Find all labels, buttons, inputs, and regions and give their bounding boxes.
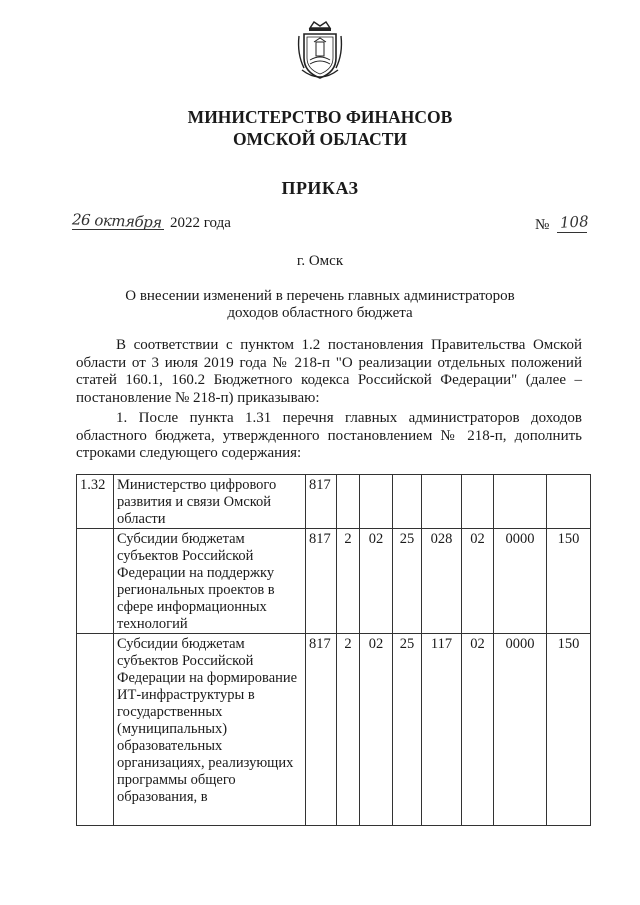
clause-1-line-3: строками следующего содержания:	[76, 445, 302, 461]
handwritten-number: 108	[559, 212, 590, 232]
code-cell: 02	[360, 529, 393, 634]
code-cell: 150	[547, 529, 591, 634]
date-underline	[72, 229, 164, 230]
number-sign: №	[535, 217, 550, 233]
coat-of-arms-emblem	[296, 20, 344, 82]
row-number-cell: 1.32	[77, 475, 114, 529]
code-cell: 2	[337, 529, 360, 634]
code-cell	[422, 475, 462, 529]
preamble-paragraph	[76, 337, 582, 407]
code-cell: 0000	[494, 529, 547, 634]
row-name-cell: Субсидии бюджетам субъектов Российской Федерации на поддержку региональных проектов в сфере информационных технологий	[114, 529, 306, 634]
code-cell	[393, 475, 422, 529]
row-number-cell	[77, 634, 114, 826]
handwritten-date: 26 октября	[71, 210, 162, 232]
preamble-line-2: области от 3 июля 2019 года № 218-п "О реализации отдельных положений	[76, 354, 582, 371]
code-cell	[337, 475, 360, 529]
subject-line-2: доходов областного бюджета	[227, 305, 413, 321]
code-cell: 02	[462, 634, 494, 826]
code-cell: 2	[337, 634, 360, 826]
document-type-title: ПРИКАЗ	[281, 178, 359, 198]
code-cell: 150	[547, 634, 591, 826]
code-cell: 117	[422, 634, 462, 826]
order-subject	[0, 288, 640, 322]
table-row	[77, 475, 591, 529]
table-row	[77, 634, 591, 826]
row-number-cell	[77, 529, 114, 634]
clause-1-paragraph	[76, 410, 582, 463]
date-year: 2022 года	[170, 215, 231, 231]
ministry-line-2: ОМСКОЙ ОБЛАСТИ	[232, 129, 408, 149]
code-cell: 25	[393, 529, 422, 634]
row-name-cell: Субсидии бюджетам субъектов Российской Федерации на формирование ИТ-инфраструктуры в государственных (муниципальных) образовательных организациях, реализующих программы общего образования, в	[114, 634, 306, 826]
ministry-name	[0, 106, 640, 150]
clause-1-line-1: 1. После пункта 1.31 перечня главных администраторов доходов	[116, 410, 582, 426]
subject-line-1: О внесении изменений в перечень главных администраторов	[125, 288, 515, 304]
code-cell: 25	[393, 634, 422, 826]
preamble-line-1: В соответствии с пунктом 1.2 постановления Правительства Омской	[116, 337, 582, 353]
table-row	[77, 529, 591, 634]
code-cell	[547, 475, 591, 529]
preamble-line-3: статей 160.1, 160.2 Бюджетного кодекса Российской Федерации" (далее –	[76, 372, 582, 388]
code-cell: 02	[462, 529, 494, 634]
code-cell: 817	[306, 475, 337, 529]
code-cell	[462, 475, 494, 529]
row-name-cell: Министерство цифрового развития и связи Омской области	[114, 475, 306, 529]
code-cell	[494, 475, 547, 529]
administrators-table	[76, 474, 591, 826]
code-cell	[360, 475, 393, 529]
city-name: г. Омск	[296, 253, 344, 269]
code-cell: 028	[422, 529, 462, 634]
code-cell: 0000	[494, 634, 547, 826]
number-underline	[557, 232, 587, 233]
clause-1-line-2: областного бюджета, утвержденного постановлением № 218-п, дополнить	[76, 427, 582, 444]
code-cell: 817	[306, 634, 337, 826]
preamble-line-4: постановление № 218-п) приказываю:	[76, 389, 320, 406]
code-cell: 02	[360, 634, 393, 826]
ministry-line-1: МИНИСТЕРСТВО ФИНАНСОВ	[187, 107, 453, 127]
code-cell: 817	[306, 529, 337, 634]
